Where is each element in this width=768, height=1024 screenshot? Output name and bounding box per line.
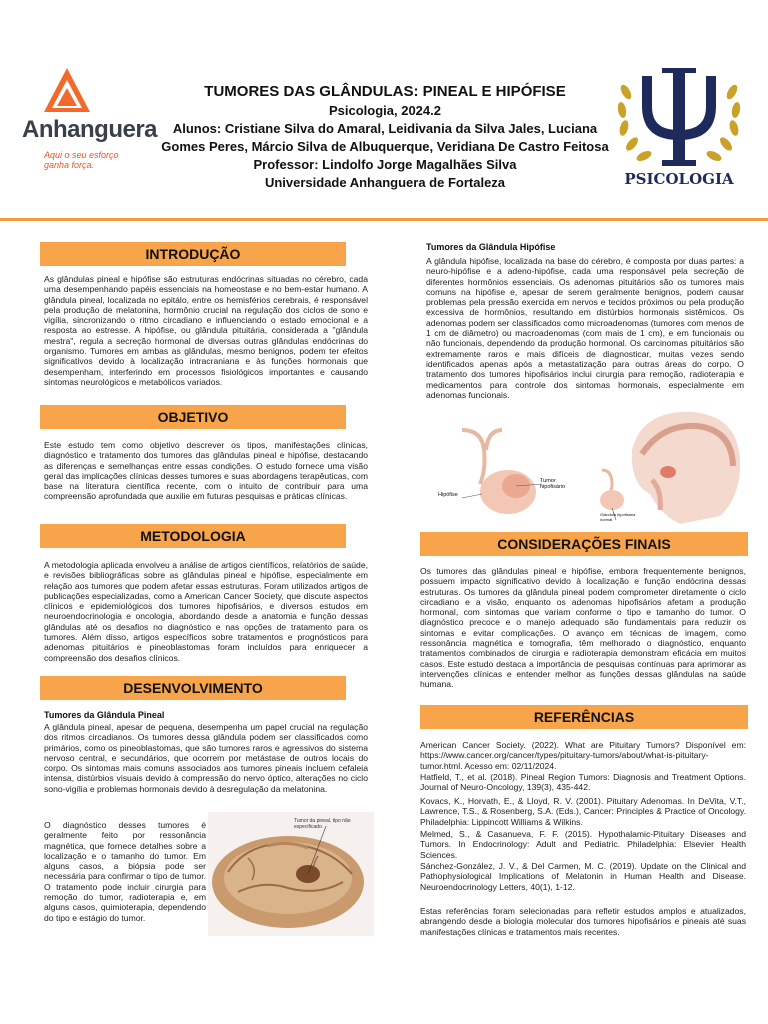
psi-laurel-icon xyxy=(612,62,746,172)
pituitary-figure xyxy=(432,410,742,528)
desenvolvimento-heading: DESENVOLVIMENTO xyxy=(40,676,346,700)
poster-header xyxy=(0,0,768,220)
psicologia-logo xyxy=(612,62,746,192)
consideracoes-heading: CONSIDERAÇÕES FINAIS xyxy=(420,532,748,556)
title-block xyxy=(150,82,620,192)
professor: Professor: Lindolfo Jorge Magalhães Silva xyxy=(253,157,517,172)
consideracoes-text: Os tumores das glândulas pineal e hipófise, embora frequentemente benignos, possuem impacto significativo devido à localização e função endócrina dessas estruturas. Os tumores da glândula pineal podem comprometer diretamente o ciclo circadiano e a visão, enquanto os adenomas hipofisários afetam a produção hormonal, com sintomas que variam conforme o tipo e tamanho do tumor. O diagnóstico precoce e o manejo adequado são fundamentais para reduzir os sintomas e evitar complicações. O avanço em técnicas de imagem, como ressonância magnética e tomografia, têm melhorado o diagnóstico, enquanto tratamentos combinados de cirurgia e radioterapia demonstram eficácia em muitos casos. Este estudo destaca a importância de pesquisas contínuas para aprimorar as intervenções clínicas e entender melhor as funções dessas glândulas na saúde humana. xyxy=(420,566,746,690)
reference-item: Hatfield, T., et al. (2018). Pineal Region Tumors: Diagnosis and Treatment Options. Journal of Neuro-Oncology, 139(3), 435-442. xyxy=(420,772,746,793)
brain-caption: Tumor da pineal, tipo não especificado. xyxy=(294,818,351,830)
authors-line-1: Alunos: Cristiane Silva do Amaral, Leidivania da Silva Jales, Luciana xyxy=(172,121,598,136)
objetivo-text: Este estudo tem como objetivo descrever os tipos, manifestações clínicas, diagnóstico e tratamento dos tumores das glândulas pineal e hipófise, destacando as diferenças e semelhanças entre essas condições. O estudo fornece uma visão geral das implicações clínicas desses tumores e suas abordagens terapêuticas, com base na literatura científica recente, com o intuito de contribuir para uma compreensão aprofundada que auxilie em futuras pesquisas e práticas clínicas. xyxy=(44,440,368,502)
metodologia-heading: METODOLOGIA xyxy=(40,524,346,548)
hipofise-subtitle: Tumores da Glândula Hipófise xyxy=(426,242,556,252)
anhanguera-logo xyxy=(22,66,158,176)
university: Universidade Anhanguera de Fortaleza xyxy=(264,175,506,190)
metodologia-text: A metodologia aplicada envolveu a análise de artigos científicos, relatórios de saúde, e revisões bibliográficas sobre as glândulas pineal e hipófise, especialmente em relação aos tumores que podem afetar essas estruturas. Foram utilizados artigos de publicações especializadas, como a American Cancer Society, que discute aspectos clínicos e epidemiológicos dos tumores hipofisários, e diversos estudos em neuroendocrinologia e oncologia, abordando desde a anatomia e função dessas glândulas até os desafios no diagnóstico e nas opções de tratamento para os tumores. Além disso, artigos específicos sobre tratamentos e prognósticos para adenomas pituitários e pineoblastomas foram incluídos para enriquecer a compreensão dos desafios clínicos. xyxy=(44,560,368,663)
authors-line-2: Gomes Peres, Márcio Silva de Albuquerque, Veridiana De Castro Feitosa xyxy=(161,139,609,154)
referencias-heading: REFERÊNCIAS xyxy=(420,705,748,729)
hipofise-text: A glândula hipófise, localizada na base do cérebro, é composta por duas partes: a neuro-hipófise e a adeno-hipófise, cada uma responsável pela secreção de diferentes hormônios essenciais. Os adenomas pituitários são os tumores mais comuns na hipófise e, apesar de serem geralmente benignos, podem causar problemas pela pressão exercida em nervos e tecidos próximos ou pela produção excessiva de hormônios, resultando em distúrbios hormonais sistêmicos. Os adenomas podem ser classificados como microadenomas (tumores com menos de 1 cm de diâmetro) ou macroadenomas (com mais de 1 cm), e em funcionais ou não funcionais, dependendo da produção hormonal. Os carcinomas pituitários são extremamente raros e mais difíceis de diagnosticar, muitas vezes sendo identificados apenas após a metastatização para outras áreas do corpo. O tratamento dos tumores hipofisários inclui cirurgia para remoção, radioterapia e medicamentos para controle dos sintomas hormonais, especialmente em adenomas funcionais. xyxy=(426,256,744,400)
brain-section-image xyxy=(208,812,374,936)
pituitary-diagram-image xyxy=(432,410,742,528)
fig-label-tumor: Tumor hipofisário xyxy=(540,478,566,490)
anhanguera-tagline: Aqui o seu esforço ganha força. xyxy=(44,150,119,170)
objetivo-heading: OBJETIVO xyxy=(40,405,346,429)
brain-figure xyxy=(208,812,374,936)
introducao-text: As glândulas pineal e hipófise são estruturas endócrinas situadas no cérebro, cada uma desempenhando papéis essenciais na homeostase e no bem-estar humano. A glândula pineal, localizada no epitálo, entre os hemisférios cerebrais, é responsável pela produção de melatonina, hormônio crucial na regulação dos ciclos de sono e vigília, sincronizando o ritmo circadiano e influenciando o estado emocional e a resposta ao estresse. A hipófise, ou glândula pituitária, considerada a "glândula mestra", regula a secreção hormonal de diversas outras glândulas endócrinas do organismo. Tumores em ambas as glândulas, mesmo benignos, podem ter efeitos significativos devido à localização intracraniana e às funções hormonais que desempenham, interferindo em processos fisiológicos importantes e causando sintomas neurológicos e metabólicos variados. xyxy=(44,274,368,387)
reference-item: American Cancer Society. (2022). What are Pituitary Tumors? Disponível em: https://www.cancer.org/cancer/types/pituitary-tumors/about/what-is-pituitary-tumor.html. Acesso em: 02/11/2024. xyxy=(420,740,746,771)
pineal-subtitle: Tumores da Glândula Pineal xyxy=(44,710,165,720)
header-divider xyxy=(0,218,768,221)
fig-label-hipofise: Hipófise xyxy=(438,492,458,498)
fig-label-small: Glândula hipofisária normal xyxy=(600,512,636,522)
course: Psicologia, 2024.2 xyxy=(328,103,441,118)
referencias-closing: Estas referências foram selecionadas para refletir estudos amplos e atualizados, abrangendo desde a biologia molecular dos tumores hipofisários e pineais até suas manifestações clínicas e tratamentos mais recentes. xyxy=(420,906,746,937)
anhanguera-name: Anhanguera xyxy=(22,116,158,143)
psicologia-name: PSICOLOGIA xyxy=(624,170,734,188)
reference-item: Sánchez-González, J. V., & Del Carmen, M. C. (2019). Update on the Clinical and Pathophysiological Implications of Melatonin in Human Health and Disease. Neuroendocrinology Letters, 40(1), 1-12. xyxy=(420,861,746,892)
introducao-heading: INTRODUÇÃO xyxy=(40,242,346,266)
pineal-diagnosis-text: O diagnóstico desses tumores é geralmente feito por ressonância magnética, que fornece detalhes sobre a localização e o tamanho do tumor. Em alguns casos, a biópsia pode ser necessária para confirmar o tipo de tumor. O tratamento pode incluir cirurgia para remoção do tumor, radioterapia e, em alguns casos, quimioterapia, dependendo do tipo e estágio do tumor. xyxy=(44,820,206,923)
pineal-text: A glândula pineal, apesar de pequena, desempenha um papel crucial na regulação dos ritmos circadianos. Os tumores dessa glândula podem ser classificados como primários, como os pineoblastomas, que são tumores raros e agressivos do sistema nervoso central, e secundários, que ocorrem por metástase de outros locais do corpo. Os sintomas mais comuns associados aos tumores pineais incluem cefaleia intensa, distúrbios visuais devido à compressão do nervo óptico, alterações no ciclo sono-vigília e problemas hormonais devido à desregulação da melatonina. xyxy=(44,722,368,794)
poster-title: TUMORES DAS GLÂNDULAS: PINEAL E HIPÓFISE xyxy=(204,83,566,100)
reference-item: Melmed, S., & Casanueva, F. F. (2015). Hypothalamic-Pituitary Diseases and Tumors. In Endocrinology: Adult and Pediatric. Philadelphia: Elsevier Health Sciences. xyxy=(420,829,746,860)
anhanguera-triangle-icon xyxy=(22,66,152,116)
reference-item: Kovacs, K., Horvath, E., & Lloyd, R. V. (2001). Pituitary Adenomas. In DeVita, V.T., Lawrence, T.S., & Rosenberg, S.A. (Eds.), Cancer: Principles & Practice of Oncology. Philadelphia: Lippincott Williams & Wilkins. xyxy=(420,796,746,827)
